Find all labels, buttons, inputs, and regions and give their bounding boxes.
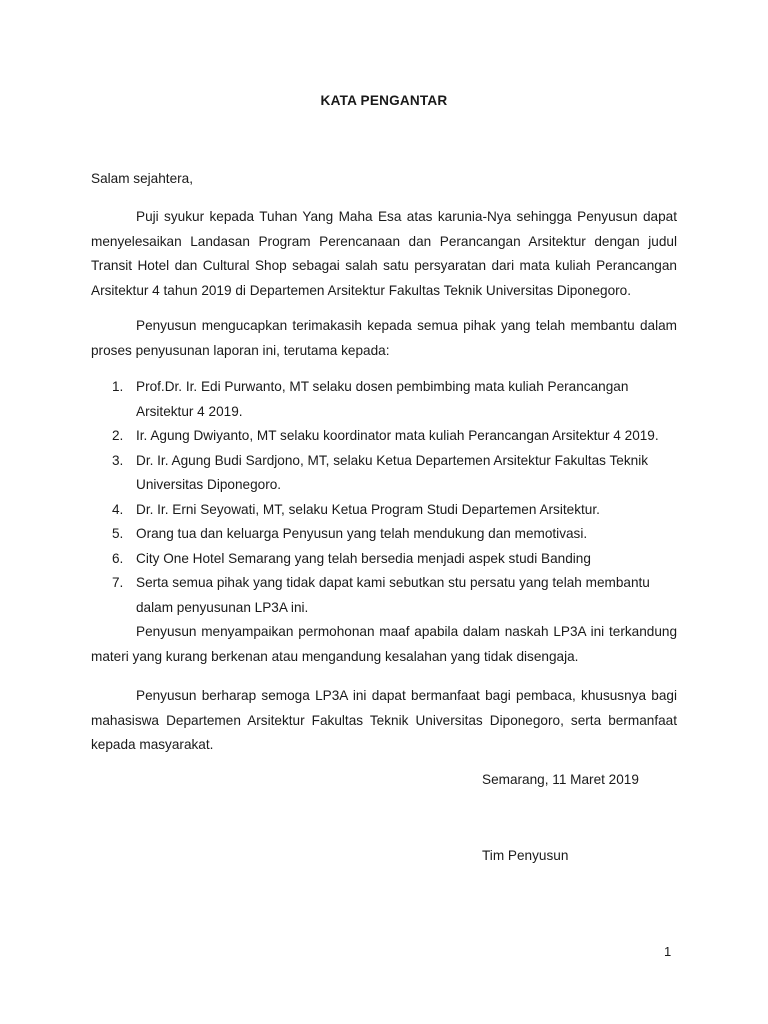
list-item-text: Orang tua dan keluarga Penyusun yang telah mendukung dan memotivasi.	[136, 526, 588, 541]
list-item	[91, 498, 677, 523]
signer-name: Tim Penyusun	[482, 848, 569, 863]
list-item-number: 6.	[112, 550, 124, 566]
paragraph-hope: Penyusun berharap semoga LP3A ini dapat bermanfaat bagi pembaca, khususnya bagi mahasiswa Departemen Arsitektur Fakultas Teknik Universitas Diponegoro, serta bermanfaat kepada masyarakat.	[91, 688, 677, 752]
paragraph-apology: Penyusun menyampaikan permohonan maaf apabila dalam naskah LP3A ini terkandung materi yang kurang berkenan atau mengandung kesalahan yang tidak disengaja.	[91, 624, 677, 664]
place-date: Semarang, 11 Maret 2019	[482, 772, 639, 787]
list-item-text: Dr. Ir. Agung Budi Sardjono, MT, selaku Ketua Departemen Arsitektur Fakultas Teknik Universitas Diponegoro.	[136, 452, 649, 492]
list-item-text: Ir. Agung Dwiyanto, MT selaku koordinator mata kuliah Perancangan Arsitektur 4 2019.	[136, 428, 659, 443]
list-item-number: 2.	[112, 428, 124, 443]
paragraph-intro: Puji syukur kepada Tuhan Yang Maha Esa atas karunia-Nya sehingga Penyusun dapat menyelesaikan Landasan Program Perencanaan dan Perancangan Arsitektur dengan judul Transit Hotel dan Cultural Shop sebagai salah satu persyaratan dari mata kuliah Perancangan Arsitektur 4 tahun 2019 di Departemen Arsitektur Fakultas Teknik Universitas Diponegoro.	[91, 209, 677, 298]
greeting: Salam sejahtera,	[91, 171, 194, 186]
list-item-text: Dr. Ir. Erni Seyowati, MT, selaku Ketua Program Studi Departemen Arsitektur.	[136, 501, 600, 517]
paragraph-thanks: Penyusun mengucapkan terimakasih kepada semua pihak yang telah membantu dalam proses penyusunan laporan ini, terutama kepada:	[91, 318, 677, 358]
list-item-text: Serta semua pihak yang tidak dapat kami sebutkan stu persatu yang telah membantu dalam penyusunan LP3A ini.	[136, 575, 650, 615]
list-item	[91, 375, 677, 424]
list-item-number: 1.	[112, 379, 124, 394]
page-number: 1	[664, 944, 672, 959]
list-item-number: 4.	[112, 501, 124, 517]
list-item	[91, 424, 677, 449]
list-item-text: Prof.Dr. Ir. Edi Purwanto, MT selaku dosen pembimbing mata kuliah Perancangan Arsitektur 4 2019.	[136, 379, 629, 419]
list-item	[91, 571, 677, 620]
page-title: KATA PENGANTAR	[320, 93, 448, 108]
list-item-number: 7.	[112, 575, 124, 590]
list-item	[91, 547, 677, 572]
list-item-number: 5.	[112, 526, 124, 541]
list-item-number: 3.	[112, 452, 124, 468]
acknowledgement-list	[91, 375, 677, 620]
list-item	[91, 449, 677, 498]
list-item-text: City One Hotel Semarang yang telah bersedia menjadi aspek studi Banding	[136, 550, 591, 566]
list-item	[91, 522, 677, 547]
